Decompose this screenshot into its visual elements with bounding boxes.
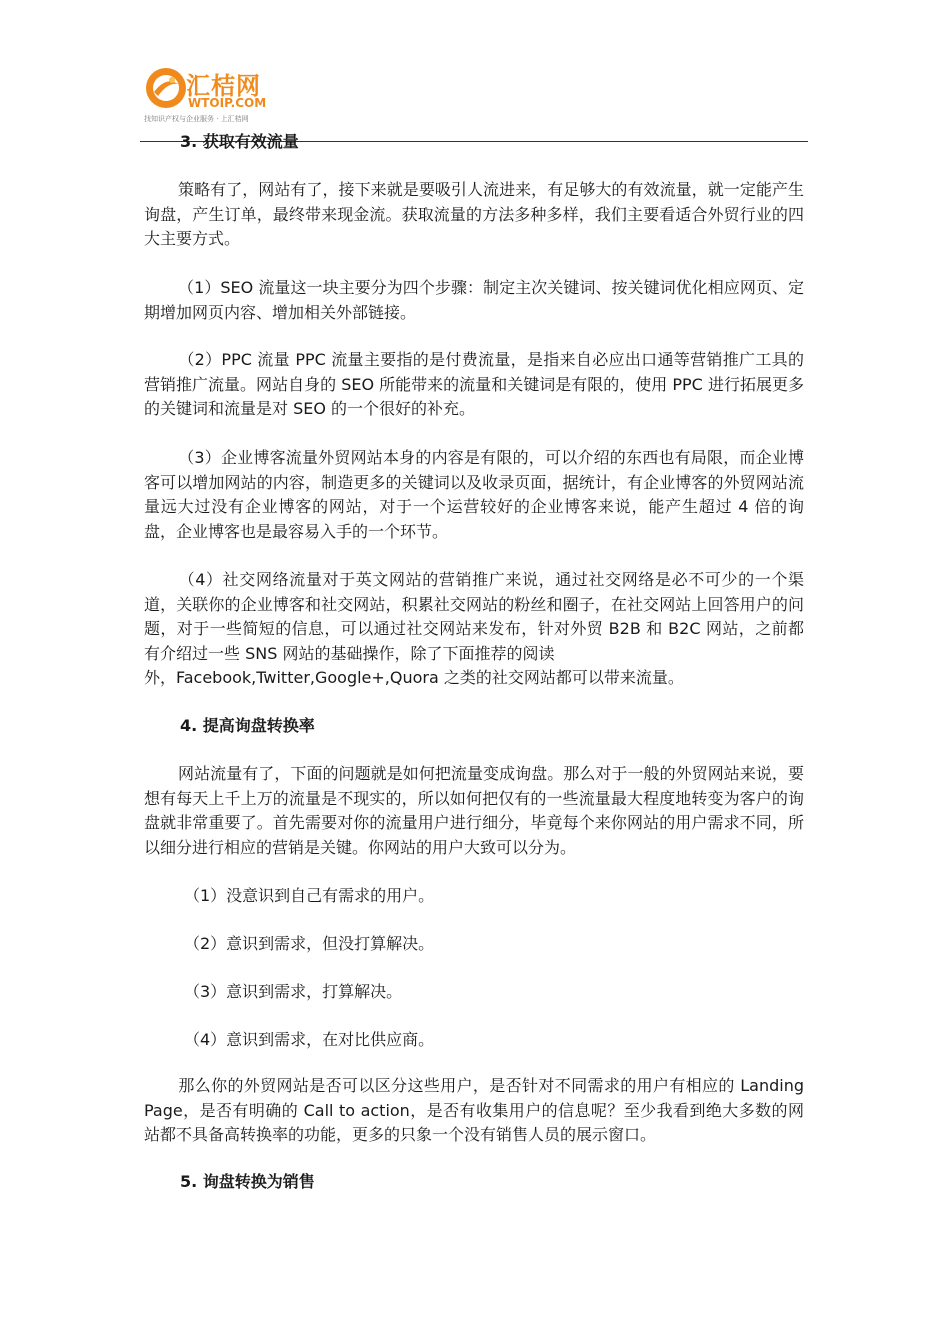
section-4-outro-text: 那么你的外贸网站是否可以区分这些用户，是否针对不同需求的用户有相应的 Landing Page，是否有明确的 Call to action，是否有收集用户的信息呢？至少我看到绝大多数的网站都不具备高转换率的功能，更多的只象一个没有销售人员的展示窗口。 xyxy=(144,1076,804,1144)
user-type-item: （1）没意识到自己有需求的用户。 xyxy=(184,886,435,905)
social-paragraph-text: （4）社交网络流量对于英文网站的营销推广来说，通过社交网络是必不可少的一个渠道，关联你的企业博客和社交网站，积累社交网站的粉丝和圈子，在社交网站上回答用户的问题，对于一些简短的信息，可以通过社交网站来发布，针对外贸 B2B 和 B2C 网站，之前都有介绍过一些 SNS 网站的基础操作，除了下面推荐的阅读 xyxy=(144,570,804,663)
user-type-item: （3）意识到需求，打算解决。 xyxy=(184,982,403,1001)
section-3-heading: 3. 获取有效流量 xyxy=(180,132,299,151)
seo-paragraph-text: （1）SEO 流量这一块主要分为四个步骤：制定主次关键词、按关键词优化相应网页、定期增加网页内容、增加相关外部链接。 xyxy=(144,278,804,322)
section-3-seo xyxy=(144,276,804,325)
section-4-intro xyxy=(144,762,804,860)
section-3-social xyxy=(144,568,804,691)
section-3-intro xyxy=(144,178,804,252)
social-paragraph-tail: 外，Facebook,Twitter,Google+,Quora 之类的社交网站都可以带来流量。 xyxy=(144,668,684,687)
section-5-heading: 5. 询盘转换为销售 xyxy=(180,1172,315,1191)
wtoip-logo xyxy=(140,62,310,126)
logo-chinese-name: 汇桔网 xyxy=(186,72,261,100)
section-3-intro-text: 策略有了，网站有了，接下来就是要吸引人流进来，有足够大的有效流量，就一定能产生询盘，产生订单，最终带来现金流。获取流量的方法多种多样，我们主要看适合外贸行业的四大主要方式。 xyxy=(144,180,804,248)
logo-tagline: 找知识产权与企业服务 · 上汇桔网 xyxy=(144,115,249,123)
section-4-intro-text: 网站流量有了，下面的问题就是如何把流量变成询盘。那么对于一般的外贸网站来说，要想有每天上千上万的流量是不现实的，所以如何把仅有的一些流量最大程度地转变为客户的询盘就非常重要了。首先需要对你的流量用户进行细分，毕竟每个来你网站的用户需求不同，所以细分进行相应的营销是关键。你网站的用户大致可以分为。 xyxy=(144,764,804,857)
section-4-heading: 4. 提高询盘转换率 xyxy=(180,716,315,735)
section-4-outro xyxy=(144,1074,804,1148)
blog-paragraph-text: （3）企业博客流量外贸网站本身的内容是有限的，可以介绍的东西也有局限，而企业博客可以增加网站的内容，制造更多的关键词以及收录页面，据统计，有企业博客的外贸网站流量远大过没有企业博客的网站，对于一个运营较好的企业博客来说，能产生超过 4 倍的询盘，企业博客也是最容易入手的一个环节。 xyxy=(144,448,804,541)
logo-domain: WTOIP.COM xyxy=(188,96,267,110)
logo-mark-icon xyxy=(144,66,188,110)
section-3-blog xyxy=(144,446,804,544)
ppc-paragraph-text: （2）PPC 流量 PPC 流量主要指的是付费流量，是指来自必应出口通等营销推广工具的营销推广流量。网站自身的 SEO 所能带来的流量和关键词是有限的，使用 PPC 进行拓展更多的关键词和流量是对 SEO 的一个很好的补充。 xyxy=(144,350,804,418)
user-type-item: （2）意识到需求，但没打算解决。 xyxy=(184,934,435,953)
user-type-item: （4）意识到需求，在对比供应商。 xyxy=(184,1030,435,1049)
section-3-ppc xyxy=(144,348,804,422)
